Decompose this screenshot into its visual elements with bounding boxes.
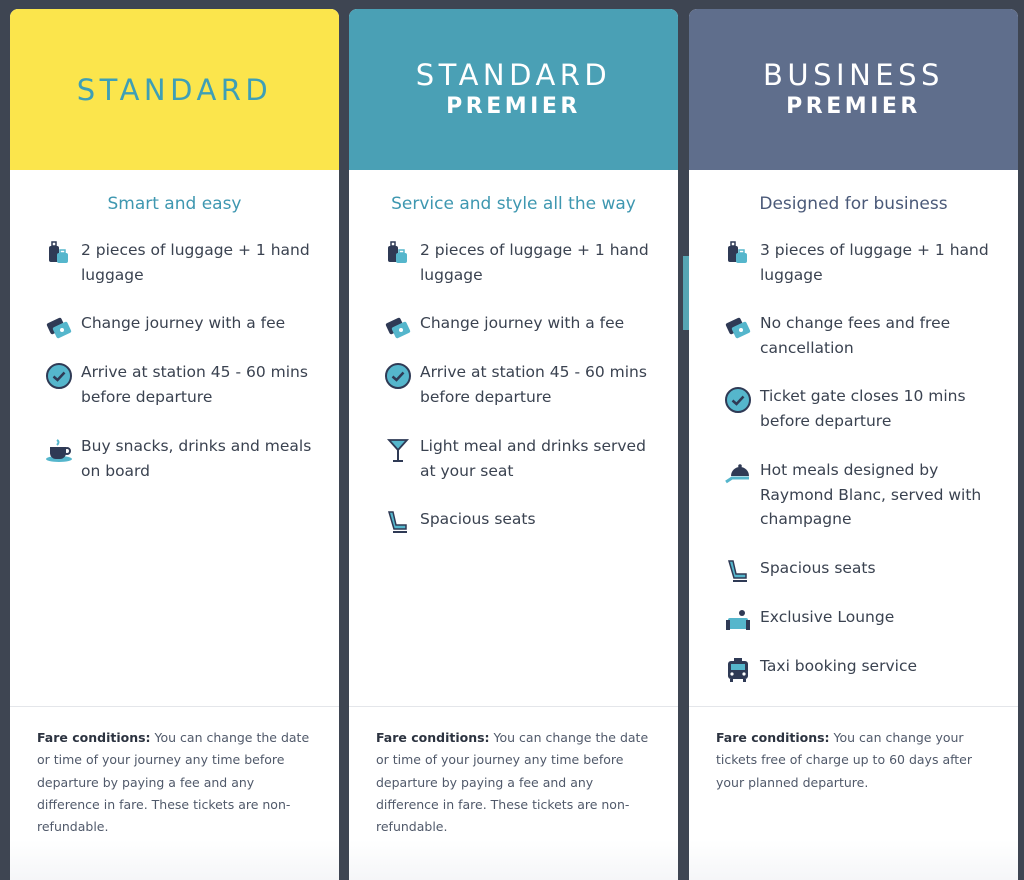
card-tagline: Designed for business [759,194,948,214]
fare-conditions [37,727,315,838]
card-subtitle: PREMIER [786,94,921,119]
fare-conditions-label: Fare conditions: [37,730,151,745]
card-header [10,9,339,170]
feature-text: Spacious seats [760,559,876,577]
fare-card-standard[interactable] [10,9,339,880]
ticket-icon [384,313,412,341]
card-title: STANDARD [76,73,273,107]
seat-icon [384,509,412,537]
card-title: BUSINESS [763,58,944,92]
card-subtitle: PREMIER [446,94,581,119]
feature-text: Change journey with a fee [420,314,625,332]
taxi-icon [724,656,752,684]
feature-text: Buy snacks, drinks and meals on board [81,437,312,480]
fare-conditions [716,727,994,794]
fare-conditions [376,727,654,838]
card-tagline: Service and style all the way [391,194,636,214]
luggage-icon [724,240,752,268]
feature-text: Taxi booking service [760,657,918,675]
fare-conditions-label: Fare conditions: [376,730,490,745]
cloche-icon [724,460,752,488]
ticket-icon [724,313,752,341]
feature-text: Ticket gate closes 10 mins before departure [760,387,966,430]
feature-text: 2 pieces of luggage + 1 hand luggage [81,241,310,284]
fare-conditions-text: You can change your tickets free of charge up to 60 days after your planned departure. [716,730,973,790]
card-tagline: Smart and easy [107,194,242,214]
card-bottom-fade [10,840,339,880]
feature-text: 2 pieces of luggage + 1 hand luggage [420,241,649,284]
feature-text: Arrive at station 45 - 60 mins before departure [81,363,308,406]
feature-text: Spacious seats [420,510,536,528]
luggage-icon [384,240,412,268]
feature-text: Arrive at station 45 - 60 mins before departure [420,363,647,406]
feature-text: Hot meals designed by Raymond Blanc, served with champagne [760,461,982,528]
fare-conditions-text: You can change the date or time of your journey any time before departure by paying a fee and any difference in fare. These tickets are non-refundable. [37,730,310,835]
feature-text: 3 pieces of luggage + 1 hand luggage [760,241,989,284]
divider [349,706,678,707]
seat-icon [724,558,752,586]
feature-text: Light meal and drinks served at your seat [420,437,646,480]
fare-conditions-text: You can change the date or time of your journey any time before departure by paying a fee and any difference in fare. These tickets are non-refundable. [376,730,649,835]
card-header [689,9,1018,170]
ticket-icon [45,313,73,341]
feature-text: No change fees and free cancellation [760,314,951,357]
card-header [349,9,678,170]
check-circle-icon [384,362,412,390]
check-circle-icon [45,362,73,390]
card-title: STANDARD [415,58,612,92]
fare-card-business-premier[interactable] [689,9,1018,880]
feature-text: Exclusive Lounge [760,608,895,626]
divider [10,706,339,707]
sofa-icon [724,607,752,635]
fare-card-standard-premier[interactable] [349,9,678,880]
divider [689,706,1018,707]
check-circle-icon [724,386,752,414]
luggage-icon [45,240,73,268]
fare-conditions-label: Fare conditions: [716,730,830,745]
card-bottom-fade [689,840,1018,880]
card-bottom-fade [349,840,678,880]
feature-text: Change journey with a fee [81,314,286,332]
cocktail-glass-icon [384,436,412,464]
coffee-cup-icon [45,436,73,464]
